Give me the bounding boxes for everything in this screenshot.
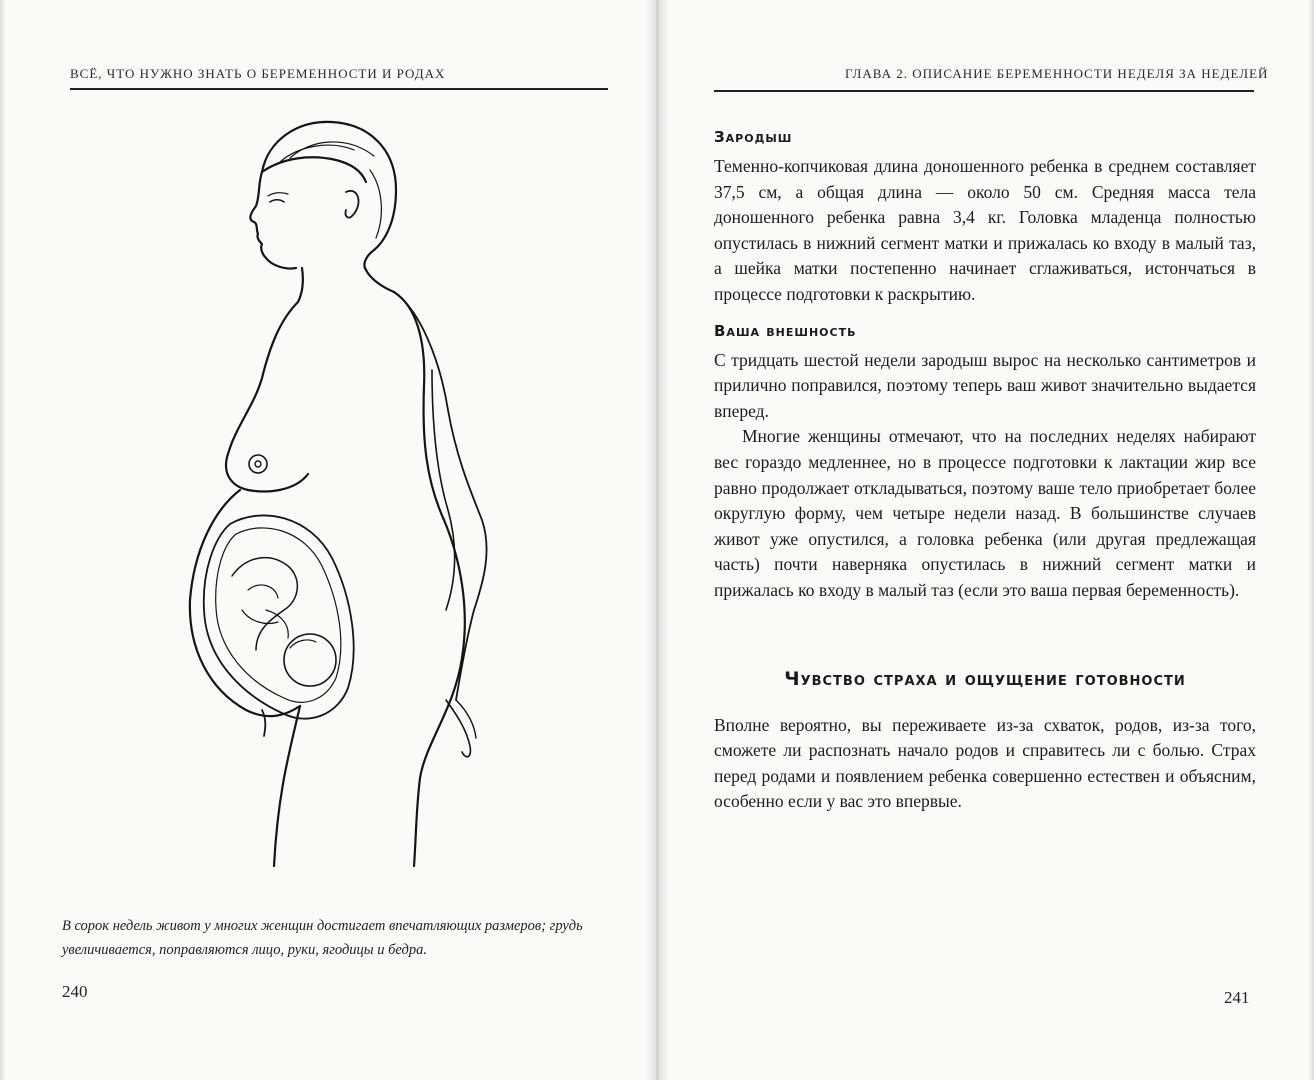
appearance-paragraph-1: С тридцать шестой недели зародыш вырос на несколько сантиметров и прилично поправился, поэтому теперь ваш живот значительно выдается вперед.	[714, 349, 1256, 421]
pregnant-woman-line-drawing	[170, 110, 520, 870]
section-gap	[714, 308, 1256, 322]
fetus-heading: Зародыш	[714, 128, 793, 146]
fear-section-title: Чувство страха и ощущение готовности	[784, 667, 1186, 690]
page-number-right: 241	[1224, 988, 1250, 1007]
page-number-left: 240	[62, 982, 88, 1001]
fear-paragraph: Вполне вероятно, вы переживаете из-за схваток, родов, из-за того, сможете ли распознать начало родов и справитесь ли с болью. Страх перед родами и появлением ребенка совершенно естествен и объясним, особенно если у вас это впервые.	[714, 714, 1256, 812]
appearance-paragraph-2: Многие женщины отмечают, что на последних неделях набирают вес гораздо медленнее, но в процессе подготовки к лактации жир все равно продолжает откладываться, поэтому ваше тело приобретает более округлую форму, чем четыре недели назад. В большинстве случаев живот уже опустился, а головка ребенка (или другая предлежащая часть) почти наверняка опустилась в нижний сегмент матки и прижалась ко входу в малый таз (если это ваша первая беременность).	[714, 426, 1256, 600]
right-page	[658, 0, 1314, 1080]
left-page	[0, 0, 656, 1080]
right-header-rule	[714, 90, 1254, 92]
page-edge-shadow-right	[1308, 0, 1314, 1080]
right-running-head: ГЛАВА 2. ОПИСАНИЕ БЕРЕМЕННОСТИ НЕДЕЛЯ ЗА НЕДЕЛЕЙ	[845, 66, 1269, 81]
pregnant-woman-illustration	[170, 110, 520, 870]
right-page-content	[714, 128, 1256, 815]
page-edge-shadow	[0, 0, 6, 1080]
left-running-head: ВСЁ, ЧТО НУЖНО ЗНАТЬ О БЕРЕМЕННОСТИ И РОДАХ	[70, 66, 446, 81]
figure-caption: В сорок недель живот у многих женщин достигает впечатляющих размеров; грудь увеличивается, поправляются лицо, руки, ягодицы и бедра.	[62, 918, 583, 958]
fetus-paragraph: Теменно-копчиковая длина доношенного ребенка в среднем составляет 37,5 см, а общая длина — около 50 см. Средняя масса тела доношенного ребенка равна 3,4 кг. Головка младенца полностью опустилась в нижний сегмент матки и прижалась ко входу в малый таз, а шейка матки постепенно начинает сглаживаться, истончаться в процессе подготовки к раскрытию.	[714, 156, 1256, 304]
left-header-rule	[70, 88, 608, 90]
appearance-heading: Ваша внешность	[714, 321, 857, 340]
book-gutter	[646, 0, 670, 1080]
